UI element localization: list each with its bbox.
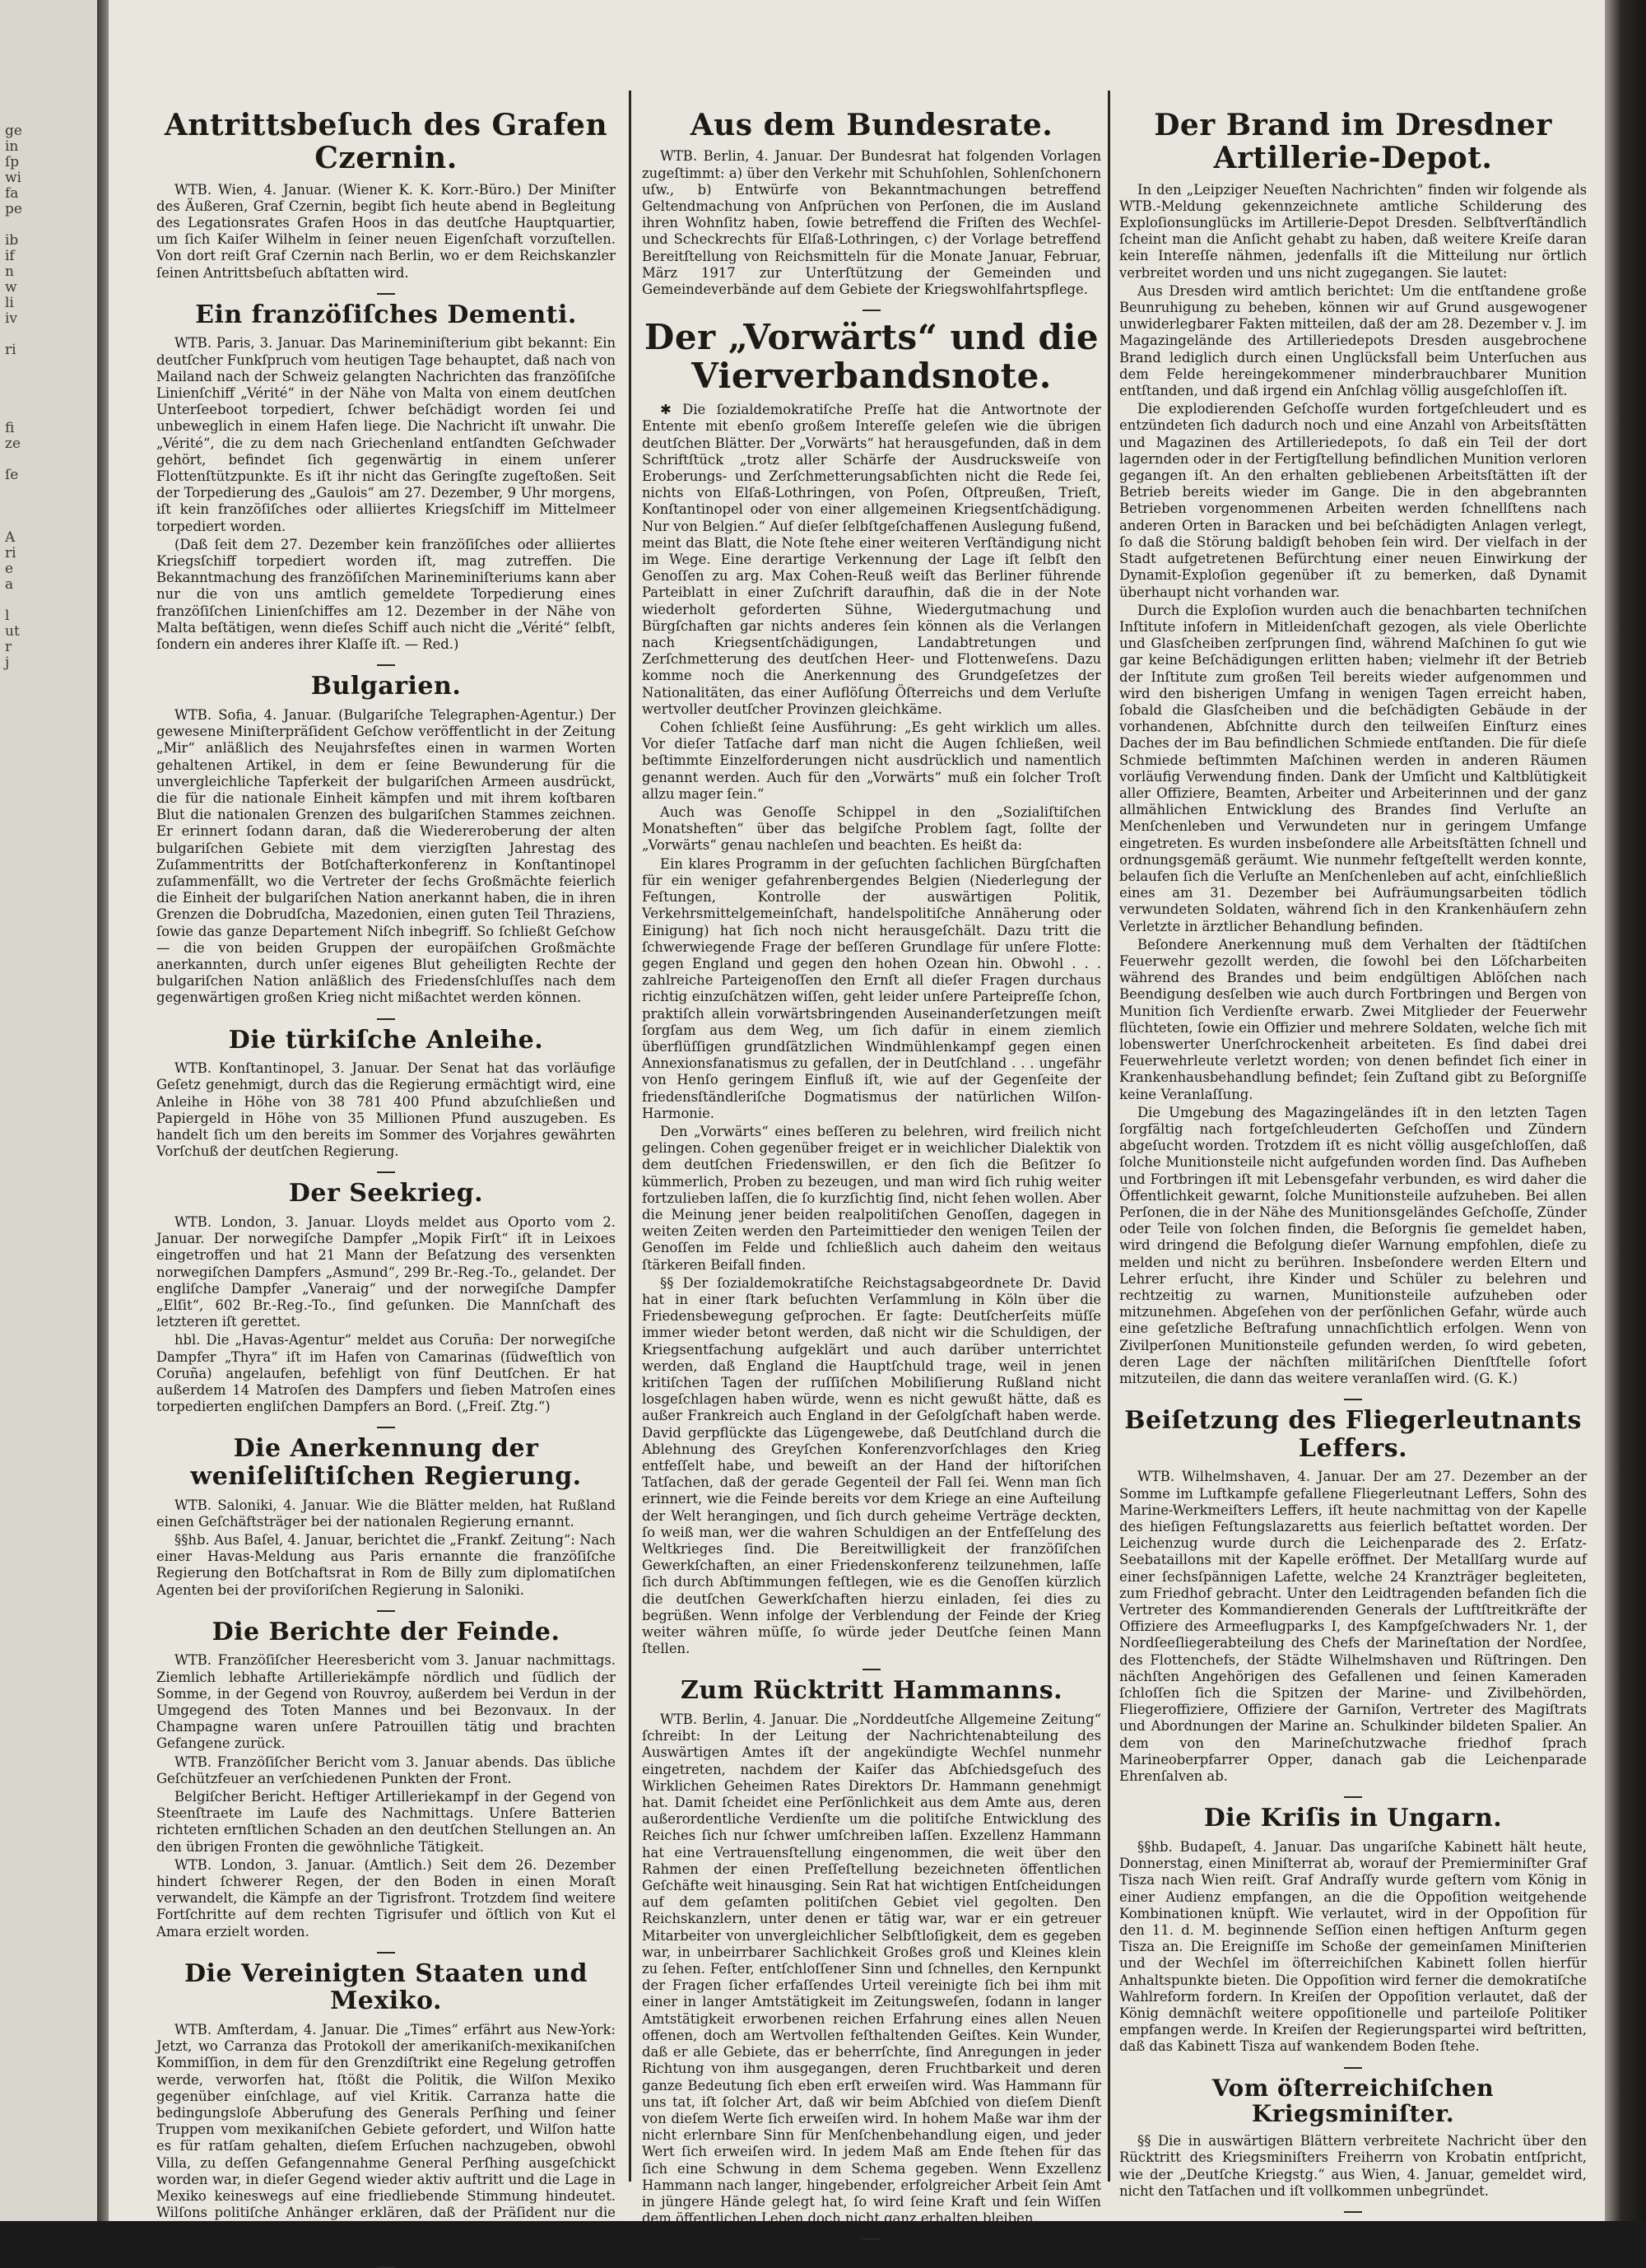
- article-paragraph: WTB. Konſtantinopel, 3. Januar. Der Senat hat das vorläufige Geſetz genehmigt, durch das die Regierung ermächtigt wird, eine Anleihe in Höhe von 38 781 400 Pfund abzuſchließen und Papiergeld in Höhe von 35 Millionen Pfund auszugeben. Es handelt ſich um den bereits im Sommer des Vorjahres gewährten Vorſchuß der deutſchen Regierung.: [156, 1060, 616, 1160]
- article-paragraph: §§ Der ſozialdemokratiſche Reichstagsabgeordnete Dr. David hat in einer ſtark beſuchten Verſammlung in Köln über die Friedensbewegung geſprochen. Er ſagte: Deutſcherſeits müſſe immer wieder betont werden, daß nicht wir die Schuldigen, der Kriegsentfachung aufgeklärt und auch darüber unterrichtet werden, daß England die Hauptſchuld trage, weil in jenen kritiſchen Tagen der ruſſiſchen Mobiliſierung Rußland nicht losgeſchlagen haben würde, wenn es nicht gewußt hätte, daß es außer Frankreich auch England in der Geſolgſchaft haben werde. David gerpflückte das Lügengewebe, daß Deutſchland durch die Ablehnung des Greyſchen Konferenzvorſchlages den Krieg entfeſſelt habe, und beweiſt an der Hand der hiſtoriſchen Tatſachen, daß der gerade Gegenteil der Fall ſei. Wenn man ſich erinnert, wie die Feinde bereits vor dem Kriege an eine Aufteilung der Welt herangingen, und ſich durch geheime Verträge deckten, ſo weiß man, wer die wahren Schuldigen an der Entfeſſelung des Weltkrieges ſind. Die Bereitwilligkeit der franzöſiſchen Gewerkſchaften, an einer Friedenskonferenz teilzunehmen, laſſe ſich durch Abſtimmungen feſtlegen, wie es die Genoſſen kürzlich die deutſchen Gewerkſchaften hierzu einladen, ſei dies zu begrüßen. Wenn infolge der Verblendung der Feinde der Krieg weiter währen müſſe, ſo würde jeder Deutſche ſeinen Mann ſtellen.: [642, 1274, 1101, 1657]
- article-divider: [863, 1669, 881, 1670]
- article-paragraph: WTB. Berlin, 4. Januar. Die „Norddeutſche Allgemeine Zeitung“ ſchreibt: In der Leitung der Nachrichtenabteilung des Auswärtigen Amtes iſt der angekündigte Wechſel nunmehr eingetreten, nachdem der Kaiſer das Abſchiedsgeſuch des Wirklichen Geheimen Rates Direktors Dr. Hammann genehmigt hat. Damit ſcheidet eine Perſönlichkeit aus dem Amte aus, deren außerordentliche Verdienſte um die politiſche Entwicklung des Reiches ſich nur ſchwer umſchreiben laſſen. Exzellenz Hammann hat eine Vertrauensſtellung eingenommen, die weit über den Rahmen der einen Preſſeſtellung bezeichneten öffentlichen Geſchäfte weit hinausging. Sein Rat hat wichtigen Entſcheidungen auf dem geſamten politiſchen Gebiet viel gegolten. Den Reichskanzlern, unter denen er tätig war, war er ein getreuer Mitarbeiter von unvergleichlicher Selbſtloſigkeit, dem es gegeben war, in unbeirrbarer Sachlichkeit Großes groß und Kleines klein zu ſehen. Feſter, entſchloſſener Sinn und ſchnelles, den Kernpunkt der Fragen ſicher erfaſſendes Urteil vereinigte ſich bei ihm mit einer in langer Amtstätigkeit im Zeitungsweſen, ſodann in langer Amtstätigkeit erworbenen reichen Erfahrung eines allen Neuen offenen, doch am Wertvollen feſthaltenden Geiſtes. Kein Wunder, daß er alle Gebiete, das er beherrſchte, ſind Anregungen in jeder Richtung von ihm ausgegangen, deren Fruchtbarkeit und deren ganze Bedeutung ſich eben erſt erweiſen wird. Was Hammann für uns tat, iſt ſolcher Art, daß wir beim Abſchied von dieſem Dienſt von dieſem Werte ſich erweiſen wird. In hohem Maße war ihm der nicht erlernbare Sinn für Menſchenbehandlung eigen, und jeder Wert ſich erweiſen wird. In jedem Maß am Ende ſtehen für das ſich eine Schwung in dem Schema gegeben. Wenn Exzellenz Hammann nach langer, hingebender, erfolgreicher Arbeit ſein Amt in jüngere Hände gelegt hat, ſo wird ſeine Kraft und ſein Wiſſen dem öffentlichen Leben doch nicht ganz erhalten bleiben.: [642, 1711, 1101, 2227]
- article: [156, 1180, 616, 1415]
- article: [156, 1960, 616, 2255]
- binding-shadow: [97, 0, 109, 2221]
- column-3: [1119, 104, 1587, 2199]
- margin-fragment: ri: [5, 545, 16, 561]
- margin-fragment: ſe: [5, 467, 19, 483]
- article-paragraph: (Daß ſeit dem 27. Dezember kein franzöſiſches oder alliiertes Kriegsſchiff torpediert worden iſt, mag zutreffen. Die Bekanntmachung des franzöſiſchen Marineminiſteriums kann aber nur die von uns amtlich gemeldete Torpedierung eines franzöſiſchen Linienſchiffes am 12. Dezember in der Nähe von Malta beſtätigen, wenn dieſes Schiff auch nicht die „Vérité“ ſelbſt, ſondern ein anderes ihrer Klaſſe iſt. — Red.): [156, 536, 616, 653]
- article-divider: [1344, 1399, 1362, 1400]
- margin-fragment: ri: [5, 342, 16, 358]
- article-divider: [863, 2238, 881, 2240]
- article-paragraph: WTB. London, 3. Januar. Lloyds meldet aus Oporto vom 2. Januar. Der norwegiſche Dampfer „Mopik Firſt“ iſt in Leixoes eingetroffen und hat 21 Mann der Beſatzung des versenkten norwegiſchen Dampfers „Asmund“, 299 Br.-Reg.-To., gelandet. Der engliſche Dampfer „Vaneraig“ und der norwegiſche Dampfer „Elſit“, 602 Br.-Reg.-To., ſind geſunken. Die Mannſchaft des letzteren iſt gerettet.: [156, 1213, 616, 1330]
- article-headline: Aus dem Bundesrate.: [690, 108, 1053, 142]
- article-headline: Beiſetzung des Fliegerleutnants Leffers.: [1124, 1406, 1582, 1463]
- article: [642, 109, 1101, 298]
- margin-fragment: iv: [5, 310, 18, 327]
- article-headline: Vom öſterreichiſchen Kriegsminiſter.: [1211, 2074, 1495, 2127]
- article-divider: [863, 310, 881, 311]
- article-paragraph: WTB. Paris, 3. Januar. Das Marineminiſterium gibt bekannt: Ein deutſcher Funkſpruch vom heutigen Tage behauptet, daß nach von Mailand nach der Schweiz gelangten Nachrichten das franzöſiſche Linienſchiff „Vérité“ in der Nähe von Malta von einem deutſchen Unterſeeboot torpediert, ſchwer beſchädigt worden ſei und unbeweglich in einem Hafen liege. Die Nachricht iſt unwahr. Die „Vérité“, die zu dem nach Griechenland entſandten Geſchwader gehört, befindet ſich gegenwärtig in einem unſerer Flottenſtützpunkte. Es iſt ihr nicht das Geringſte zugeſtoßen. Seit der Torpedierung des „Gaulois“ am 27. Dezember, 9 Uhr morgens, iſt kein franzöſiſches oder alliiertes Kriegsſchiff im Mittelmeer torpediert worden.: [156, 335, 616, 534]
- article-headline: Die Vereinigten Staaten und Mexiko.: [184, 1958, 588, 2016]
- article-headline: Die Berichte der Feinde.: [212, 1617, 560, 1646]
- article-paragraph: Ein klares Programm in der geſuchten ſachlichen Bürgſchaften für ein weniger gefahrenbergendes Belgien (Niederlegung der Feſtungen, Kontrolle der auswärtigen Politik, Verkehrsmittelgemeinſchaft, handelspolitiſche Annäherung oder Einigung) hat ſich noch nicht herausgeſchält. Dazu tritt die ſchwerwiegende Frage der beſſeren Grundlage für unſere Flotte: gegen England und gegen den hohen Ozean hin. Obwohl . . . zahlreiche Parteigenoſſen den Ernſt all dieſer Fragen durchaus richtig einzuſchätzen wiſſen, geht leider unſere Parteipreſſe ſchon, praktiſch allein vorwärtsbringenden Auseinanderſetzungen meiſt ſorgſam aus dem Weg, um ſich dafür in einem ziemlich überflüſſigen grundſätzlichen Windmühlenkampf gegen einen Annexionsfanatismus zu gefallen, der in Deutſchland . . . ungefähr von Henſo geringem Einfluß iſt, wie auf der Gegenſeite der friedensſtändleriſche Dogmatismus der natürlichen Wilſon-Harmonie.: [642, 855, 1101, 1121]
- article: [1119, 109, 1587, 1387]
- article-headline: Antrittsbeſuch des Grafen Czernin.: [164, 108, 608, 176]
- article-headline: Der Seekrieg.: [288, 1179, 484, 1209]
- article-paragraph: Durch die Exploſion wurden auch die benachbarten techniſchen Inſtitute inſofern in Mitleidenſchaft gezogen, als viele Oberlichte und Glasſcheiben zerſprungen ſind, während Maſchinen ſo gut wie gar keine Beſchädigungen erlitten haben; vielmehr iſt der Betrieb der Inſtitute zum großen Teil bereits wieder aufgenommen und wird den bisherigen Umfang in wenigen Tagen erreicht haben, ſobald die Glasſcheiben und die beſchädigten Gebäude in der vorhandenen, Abſchnitte durch den teilweiſen Einſturz eines Daches der im Bau befindlichen Schmiede entſtanden. Die für dieſe Schmiede beſtimmten Maſchinen werden in anderen Räumen vorläufig Verwendung finden. Dank der Umſicht und Kaltblütigkeit aller Offiziere, Beamten, Arbeiter und Arbeiterinnen und der ganz allmählichen Entwicklung des Brandes ſind Verluſte an Menſchenleben und Verwundeten nur in geringem Umfange eingetreten. Es wurden insbeſondere alle Arbeitsſtätten ſchnell und ordnungsgemäß geräumt. Wie nunmehr feſtgeſtellt werden konnte, belaufen ſich die Verluſte an Menſchenleben auf acht, einſchließlich eines am 31. Dezember bei Aufräumungsarbeiten tödlich verwundeten Soldaten, während ſich in den Krankenhäuſern zehn Verletzte in ärztlicher Behandlung befinden.: [1119, 602, 1587, 934]
- article-divider: [1344, 2211, 1362, 2213]
- margin-fragment: in: [5, 138, 19, 155]
- article-paragraph: Den „Vorwärts“ eines beſſeren zu belehren, wird freilich nicht gelingen. Cohen gegenüber freiget er in weichlicher Dialektik von dem deutſchen Friedenswillen, er den ſich die Beſitzer ſo kümmerlich, Proben zu bezeugen, und man wird ſich ruhig weiter fortzulieben laſſen, die ſo kurzſichtig ſind, nicht ſehen wollen. Aber die Meinung jener beiden realpolitiſchen Genoſſen, dagegen in weiten Zeiten werden den Parteimittieder den wenigen Teilen der Genoſſen im Felde und ſchließlich auch daheim den weitaus ſtärkeren Beifall finden.: [642, 1123, 1101, 1273]
- article-divider: [377, 293, 395, 295]
- article: [156, 1435, 616, 1598]
- margin-fragment: ib: [5, 232, 19, 249]
- article: [156, 673, 616, 1006]
- article-divider: [377, 664, 395, 666]
- article-headline: Die türkiſche Anleihe.: [228, 1025, 544, 1055]
- margin-fragment: A: [5, 529, 16, 546]
- article-divider: [377, 1610, 395, 1612]
- margin-fragment: ge: [5, 123, 22, 139]
- article-paragraph: Cohen ſchließt ſeine Ausführung: „Es geht wirklich um alles. Vor dieſer Tatſache darf man nicht die Augen ſchließen, weil beſtimmte Einzelforderungen nicht ausdrücklich und namentlich genannt werden. Auch für den „Vorwärts“ muß ein ſolcher Troſt allzu mager ſein.“: [642, 720, 1101, 802]
- article-paragraph: §§hb. Budapeſt, 4. Januar. Das ungariſche Kabinett hält heute, Donnerstag, einen Miniſterrat ab, worauf der Premierminiſter Graf Tisza nach Wien reiſt. Graf Andraſſy wurde geſtern vom König in einer Audienz empfangen, an die die Oppoſition weitgehende Kombinationen knüpft. Wie verlautet, wird in der Oppoſition für den 11. d. M. beginnende Seſſion einen heftigen Anſturm gegen Tisza an. Die Ereigniſſe im Schoße der gemeinſamen Miniſterien und der Wechſel im öſterreichiſchen Kabinett ſollen hierfür Anhaltspunkte bieten. Die Oppoſition wird ferner die demokratiſche Wahlreform fordern. In Kreiſen der Oppoſition verlautet, daß der König demnächſt weitere oppoſitionelle und parteiloſe Politiker empfangen werde. In Kreiſen der Regierungspartei wird beſtritten, daß das Kabinett Tisza auf wankendem Boden ſtehe.: [1119, 1838, 1587, 2055]
- article: [156, 301, 616, 653]
- page-edge-shadow: [1605, 0, 1646, 2221]
- article: [1119, 1805, 1587, 2055]
- margin-fragment: l: [5, 608, 10, 624]
- article-paragraph: WTB. Wilhelmshaven, 4. Januar. Der am 27. Dezember an der Somme im Luftkampfe gefallene Fliegerleutnant Leffers, Sohn des Marine-Werkmeiſters Leffers, iſt heute nachmittag von der Kapelle des hieſigen Feſtungslazaretts aus feierlich beſtattet worden. Der Leichenzug wurde durch die Leichenparade des 2. Erſatz-Seebataillons mit der Kapelle eröffnet. Der Metallſarg wurde auf einer ſechsſpännigen Lafette, welche 24 Kranzträger begleiteten, zum Friedhof gebracht. Unter den Leidtragenden befanden ſich die Vertreter des Kommandierenden Generals der Luftſtreitkräfte der Offiziere des Armeeflugparks I, des Kampfgeſchwaders Nr. 1, der Nordſeeſliegerabteilung des Chefs der Marineſtation der Nordſee, des Flottenchefs, der Städte Wilhelmshaven und Rüſtringen. Den nächſten Angehörigen des Gefallenen und ſeinen Kameraden ſchloſſen ſich die Spitzen der Marine- und Zivilbehörden, Fliegeroffiziere, Offiziere der Garniſon, Vertreter des Magiſtrats und Abordnungen der Marine an. Schulkinder bildeten Spalier. An dem von den Marineſchutzwache friedhof ſprach Marineoberpfarrer Opper, danach gab die Leichenparade Ehrenſalven ab.: [1119, 1469, 1587, 1785]
- article-paragraph: WTB. Wien, 4. Januar. (Wiener K. K. Korr.-Büro.) Der Miniſter des Äußeren, Graf Czernin, begibt ſich heute abend in Begleitung des Legationsrates Grafen Hoos in das deutſche Hauptquartier, um ſich Kaiſer Wilhelm in ſeiner neuen Eigenſchaft vorzuſtellen. Von dort reiſt Graf Czernin nach Berlin, wo er dem Reichskanzler ſeinen Antrittsbeſuch abſtatten wird.: [156, 181, 616, 281]
- article: [1119, 2075, 1587, 2200]
- article-paragraph: WTB. Sofia, 4. Januar. (Bulgariſche Telegraphen-Agentur.) Der gewesene Miniſterpräſident Geſchow veröffentlicht in der Zeitung „Mir“ anläßlich des Neujahrsfeſtes einen in warmen Worten gehaltenen Artikel, in dem er ſeine Bewunderung für die unvergleichliche Tapferkeit der bulgariſchen Armeen ausdrückt, die für die nationale Einheit kämpfen und mit ihrem koſtbaren Blut die nationalen Grenzen des bulgariſchen Stammes zeichnen. Er erinnert ſodann daran, daß die Wiedereroberung der alten bulgariſchen Gebiete mit dem vierzigſten Jahrestag des Zuſammentritts der Botſchafterkonferenz in Konſtantinopel zuſammenfällt, wo die Vertreter der ſechs Großmächte feierlich die Einheit der bulgariſchen Nation anerkannt haben, die in ihren Grenzen die Dobrudſcha, Mazedonien, einen guten Teil Thraziens, ſowie das ganze Departement Niſch inbegriff. So ſchließt Geſchow — die von beiden Gruppen der europäiſchen Großmächte anerkannten, durch unſer eigenes Blut geheiligten Rechte der bulgariſchen Nation anläßlich des Friedensſchluſſes nach dem gegenwärtigen großen Krieg nicht mißachtet werden können.: [156, 706, 616, 1006]
- column-rule: [1108, 91, 1110, 2182]
- margin-fragment: ut: [5, 623, 20, 640]
- margin-fragment: pe: [5, 201, 22, 217]
- article-paragraph: Auch was Genoſſe Schippel in den „Sozialiſtiſchen Monatsheften“ über das belgiſche Problem ſagt, ſollte der „Vorwärts“ genau nachleſen und beachten. Es heißt da:: [642, 804, 1101, 854]
- article: [156, 1027, 616, 1161]
- article-paragraph: Beſondere Anerkennung muß dem Verhalten der ſtädtiſchen Feuerwehr gezollt werden, die ſowohl bei den Löſcharbeiten während des Brandes und beim endgültigen Ablöſchen nach Beendigung desſelben wie auch durch Fortbringen und Bergen von Munition ſich Verdienſte erwarb. Zwei Mitglieder der Feuerwehr flüchteten, ſowie ein Offizier und mehrere Soldaten, welche ſich mit lobenswerter Unerſchrockenheit arbeiteten. Es ſind dabei drei Feuerwehrleute verletzt worden; von denen befindet ſich einer in Krankenhausbehandlung befindet; ſein Zuſtand gibt zu Beſorgniſſe keine Veranlaſſung.: [1119, 936, 1587, 1102]
- margin-fragment: j: [5, 654, 10, 671]
- margin-fragment: if: [5, 248, 15, 264]
- article-headline: Der Brand im Dresdner Artillerie-Depot.: [1154, 108, 1552, 176]
- article-paragraph: ✱ Die ſozialdemokratiſche Preſſe hat die Antwortnote der Entente mit ebenſo großem Intereſſe geleſen wie die übrigen deutſchen Blätter. Der „Vorwärts“ hat herausgefunden, daß in dem Schriftſtück „trotz aller Schärfe der Ausdrucksweiſe von Eroberungs- und Zerſchmetterungsabſichten nicht die Rede ſei, nichts von Elſaß-Lothringen, von Poſen, Oſtpreußen, Trieſt, Konſtantinopel oder von einer allgemeinen Kriegsentſchädigung. Nur von Belgien.“ Auf dieſer ſelbſtgeſchaffenen Auslegung fußend, meint das Blatt, die Note ſtehe einer weiteren Verſtändigung nicht im Wege. Eine derartige Verkennung der Lage iſt ſelbſt den Genoſſen zu arg. Max Cohen-Reuß weiſt das Berliner führende Parteiblatt in einer Zuſchrift daraufhin, daß die in der Note wiederholt geforderten Sühne, Wiedergutmachung und Bürgſchaften gar nichts anderes ſein können als die Verlangen nach Kriegsentſchädigungen, Landabtretungen und Zerſchmetterung des deutſchen Heer- und Flottenweſens. Dazu komme noch die Anerkennung des Grundgeſetzes der Nationalitäten, das einer Auflöſung Öſterreichs und dem Verluſte wertvoller deutſcher Provinzen gleichkäme.: [642, 402, 1101, 717]
- article-divider: [1344, 2067, 1362, 2069]
- article: [642, 318, 1101, 1657]
- article: [642, 1677, 1101, 2227]
- margin-fragment: wi: [5, 170, 21, 186]
- article-paragraph: WTB. Amſterdam, 4. Januar. Die „Times“ erfährt aus New-York: Jetzt, wo Carranza das Protokoll der amerikaniſch-mexikaniſchen Kommiſſion, in dem für den Grenzdiſtrikt eine Regelung getroffen werde, verworfen hat, ſtößt die Politik, die Wilſon Mexiko gegenüber einſchlage, auf viel Kritik. Carranza hatte die bedingungsloſe Abberufung des Generals Perſhing und ſeiner Truppen vom mexikaniſchen Gebiete gefordert, und Wilſon hatte es für ratſam gehalten, dieſem Erſuchen nachzugeben, obwohl Villa, zu deſſen Gefangennahme General Perſhing ausgeſchickt worden war, in dieſer Gegend wieder aktiv auftritt und die Lage in Mexiko keineswegs auf eine friedliebende Stimmung hindeutet. Wilſons politiſche Anhänger erklären, daß der Präſident nur die ernſte Verlangen habe, Mexiko jede Gelegenheit zu geben, ſeine Angelegenheiten ſelbſt zu regeln.: [156, 2022, 616, 2254]
- article-paragraph: WTB. Saloniki, 4. Januar. Wie die Blätter melden, hat Rußland einen Geſchäftsträger bei der nationalen Regierung ernannt.: [156, 1497, 616, 1530]
- article-paragraph: WTB. Franzöſiſcher Bericht vom 3. Januar abends. Das übliche Geſchützfeuer an verſchiedenen Punkten der Front.: [156, 1753, 616, 1786]
- article-paragraph: WTB. Franzöſiſcher Heeresbericht vom 3. Januar nachmittags. Ziemlich lebhafte Artilleriekämpfe nördlich und ſüdlich der Somme, in der Gegend von Rouvroy, außerdem bei Verdun in der Umgegend des Toten Mannes und bei Bezonvaux. In der Champagne waren unſere Patrouillen tätig und brachten Gefangene zurück.: [156, 1652, 616, 1752]
- article-paragraph: §§hb. Aus Baſel, 4. Januar, berichtet die „Frankf. Zeitung“: Nach einer Havas-Meldung aus Paris ernannte die franzöſiſche Regierung den Botſchaftsrat in Rom de Billy zum diplomatiſchen Agenten bei der proviſoriſchen Regierung in Saloniki.: [156, 1531, 616, 1598]
- article-paragraph: WTB. London, 3. Januar. (Amtlich.) Seit dem 26. Dezember hindert ſchwerer Regen, der den Boden in einen Moraſt verwandelt, die Kämpfe an der Tigrisfront. Trotzdem ſind weitere Fortſchritte auf dem rechten Tigrisufer und öſtlich von Kut el Amara erzielt worden.: [156, 1856, 616, 1940]
- article-paragraph: WTB. Berlin, 4. Januar. Der Bundesrat hat folgenden Vorlagen zugeſtimmt: a) über den Verkehr mit Schuhſohlen, Sohlenſchonern uſw., b) Entwürfe von Bekanntmachungen betreffend Geltendmachung von Anſprüchen von Perſonen, die im Ausland ihren Wohnſitz haben, ſowie betreffend die Friſten des Wechſel- und Scheckrechts für Elſaß-Lothringen, c) der Vorlage betreffend Bereitſtellung von Reichsmitteln für die Monate Januar, Februar, März 1917 zur Unterſtützung der Gemeinden und Gemeindeverbände auf dem Gebiete der Kriegswohlfahrtspflege.: [642, 148, 1101, 297]
- article-headline: Die Anerkennung der weniſeliſtiſchen Regierung.: [190, 1434, 582, 1491]
- article-divider: [377, 1018, 395, 1020]
- margin-fragment: fa: [5, 185, 19, 202]
- article-paragraph: §§ Die in auswärtigen Blättern verbreitete Nachricht über den Rücktritt des Kriegsminiſters Freiherrn von Krobatin entſpricht, wie der „Deutſche Kriegstg.“ aus Wien, 4. Januar, gemeldet wird, nicht den Tatſachen und iſt vollkommen unbegründet.: [1119, 2133, 1587, 2199]
- margin-fragment: ſp: [5, 154, 20, 170]
- margin-fragment: fi: [5, 420, 15, 436]
- article-paragraph: In den „Leipziger Neueſten Nachrichten“ finden wir folgende als WTB.-Meldung gekennzeichnete amtliche Schilderung des Exploſionsunglücks im Artillerie-Depot Dresden. Selbſtverſtändlich ſcheint man die Anſicht gehabt zu haben, daß weitere Kreiſe daran kein Intereſſe nähmen, jedenfalls iſt die Mitteilung nur örtlich verbreitet worden und uns nicht zugegangen. Sie lautet:: [1119, 181, 1587, 281]
- article-paragraph: Belgiſcher Bericht. Heftiger Artilleriekampf in der Gegend von Steenſtraete im Laufe des Nachmittags. Unſere Batterien richteten ernſtlichen Schaden an den deutſchen Stellungen an. An den übrigen Fronten die gewöhnliche Tätigkeit.: [156, 1789, 616, 1855]
- margin-fragment: w: [5, 279, 17, 296]
- article-headline: Zum Rücktritt Hammanns.: [680, 1676, 1063, 1706]
- article-paragraph: Die Umgebung des Magazingeländes iſt in den letzten Tagen ſorgfältig nach fortgeſchleuderten Geſchoſſen und Zündern abgeſucht worden. Trotzdem iſt es nicht völlig ausgeſchloſſen, daß ſolche Munitionsteile nicht aufgefunden worden ſind. Das Aufheben und Fortbringen iſt mit Lebensgefahr verbunden, es wird daher die Öffentlichkeit gewarnt, ſolche Munitionsteile aufzuheben. Bei allen Perſonen, die in der Nähe des Munitionsgeländes Geſchoſſe, Zünder oder Teile von ſolchen finden, die Beſorgnis ſie gemeldet haben, wird dringend die Befolgung dieſer Warnung empfohlen, dieſe zu melden und nicht zu berühren. Insbeſondere werden Eltern und Lehrer erſucht, ihre Kinder und Schüler zu belehren und rechtzeitig zu warnen, Munitionsteile aufzuheben oder mitzunehmen. Abgeſehen von der perſönlichen Gefahr, würde auch eine geſetzliche Beſtrafung unnachſichtlich erfolgen. Wenn von Zivilperſonen Munitionsteile gefunden werden, ſo wird gebeten, deren Lage der nächſten militäriſchen Dienſtſtelle ſofort mitzuteilen, die dann das weitere veranlaſſen wird. (G. K.): [1119, 1104, 1587, 1387]
- article-divider: [1344, 1796, 1362, 1798]
- article-headline: Die Kriſis in Ungarn.: [1203, 1804, 1503, 1833]
- article-headline: Bulgarien.: [310, 672, 462, 701]
- article-headline: Ein franzöſiſches Dementi.: [195, 300, 577, 329]
- margin-fragment: a: [5, 576, 14, 593]
- article-divider: [377, 1952, 395, 1954]
- article-paragraph: Aus Dresden wird amtlich berichtet: Um die entſtandene große Beunruhigung zu beheben, können wir auf Grund ausgewogener unwiderlegbarer Fakten mitteilen, daß der am 28. Dezember v. J. im Magazingelände des Artilleriedepots Dresden ausgebrochene Brand lediglich durch einen Unglücksfall beim Unterſuchen aus dem Felde hereingekommener minderbrauchbarer Munition entſtanden, und daß irgend ein Anſchlag völlig ausgeſchloſſen iſt.: [1119, 282, 1587, 399]
- column-1: [156, 104, 616, 2254]
- article-divider: [377, 1171, 395, 1173]
- article: [1119, 1407, 1587, 1785]
- margin-fragment: li: [5, 295, 14, 311]
- article: [156, 1618, 616, 1940]
- margin-fragment: e: [5, 561, 14, 577]
- adjacent-page-margin: [0, 0, 97, 2221]
- article-divider: [377, 1427, 395, 1428]
- column-rule: [629, 91, 631, 2182]
- column-2: [642, 104, 1101, 2227]
- article-paragraph: hbl. Die „Havas-Agentur“ meldet aus Coruña: Der norwegiſche Dampfer „Thyra“ iſt im Hafen von Camarinas (ſüdweſtlich von Coruña) angelaufen, befehligt von fünf Deutſchen. Er hat außerdem 14 Matroſen des Dampfers und ſieben Matroſen eines torpedierten engliſchen Dampfers an Bord. („Freiſ. Ztg.“): [156, 1332, 616, 1415]
- article-paragraph: Die explodierenden Geſchoſſe wurden fortgeſchleudert und es entzündeten ſich dadurch noch und eine Anzahl von Arbeitsſtätten und Magazinen des Artilleriedepots, ſo daß ein Teil der dort lagernden oder in der Fertigſtellung befindlichen Munition verloren gegangen iſt. An den erhalten gebliebenen Arbeitsſtätten iſt der Betrieb bereits wieder im Gange. Die in den abgebrannten Betrieben vorgenommenen Arbeiten werden ſchnellſtens nach anderen Orten in Baracken und bei beſchädigten Anlagen verlegt, ſo daß die Störung baldigſt behoben ſein wird. Der vielfach in der Stadt aufgetretenen Befürchtung einer neuen Einwirkung der Dynamit-Exploſion gegenüber iſt zu bemerken, daß Dynamit überhaupt nicht vorhanden war.: [1119, 401, 1587, 600]
- margin-fragment: r: [5, 639, 12, 655]
- article: [156, 109, 616, 282]
- margin-fragment: n: [5, 263, 14, 280]
- article-headline: Der „Vorwärts“ und die Vierverbandsnote.: [644, 317, 1100, 397]
- margin-fragment: ze: [5, 435, 21, 452]
